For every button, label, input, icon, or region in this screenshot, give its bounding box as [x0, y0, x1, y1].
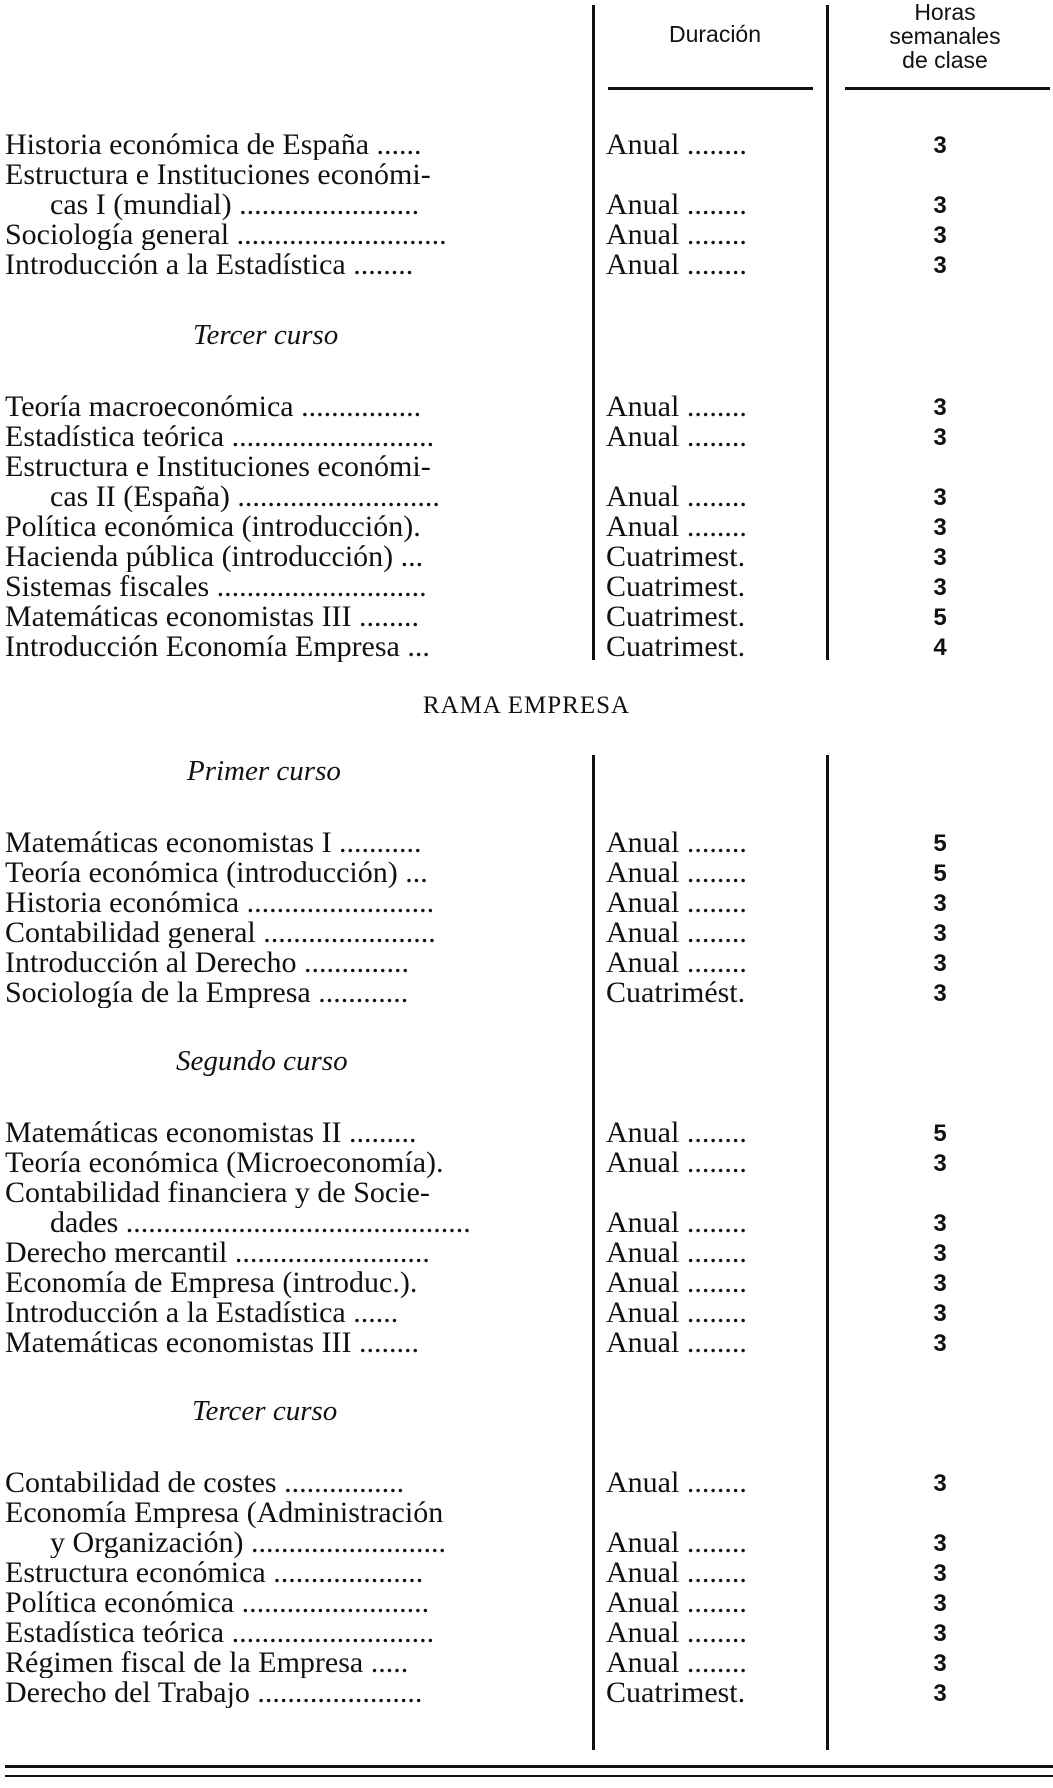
table-row: [0, 888, 1053, 918]
table-row: [0, 1268, 1053, 1298]
hours: 5: [933, 830, 947, 857]
hours: 3: [933, 222, 947, 249]
duration: Anual ........: [606, 828, 747, 858]
hours: 3: [933, 1300, 947, 1327]
hours-header-line-1: Horas: [914, 0, 976, 25]
subject: Economía Empresa (Administración: [5, 1498, 444, 1528]
section-title-tercer-curso: Tercer curso: [193, 319, 339, 351]
hours-header-line-3: de clase: [902, 47, 988, 73]
subject: Estructura e Instituciones económi-: [5, 452, 431, 482]
duration: Anual ........: [606, 392, 747, 422]
table-row: [0, 1528, 1053, 1558]
duration-header: Duración: [668, 21, 762, 47]
hours: 3: [933, 1590, 947, 1617]
table-row: [0, 1208, 1053, 1238]
subject: dades ..............................................: [50, 1208, 471, 1238]
duration: Cuatrimest.: [606, 542, 746, 572]
duration: Anual ........: [606, 130, 747, 160]
hours-header: [845, 0, 1045, 72]
table-row: [0, 392, 1053, 422]
subject: Contabilidad de costes ................: [5, 1468, 405, 1498]
hours: 3: [933, 1620, 947, 1647]
duration: Cuatrimest.: [606, 1678, 746, 1708]
section-heading-rama-empresa: RAMA EMPRESA: [422, 692, 631, 719]
duration: Anual ........: [606, 1588, 747, 1618]
subject: cas II (España) ...........................: [50, 482, 440, 512]
hours: 4: [933, 634, 947, 661]
duration: Anual ........: [606, 422, 747, 452]
duration: Anual ........: [606, 888, 747, 918]
table-row: [0, 572, 1053, 602]
table-row: [0, 452, 1053, 482]
table-row: [0, 542, 1053, 572]
header-rule-duration: [608, 87, 813, 90]
hours: 3: [933, 1330, 947, 1357]
table-row: [0, 1588, 1053, 1618]
duration: Anual ........: [606, 1468, 747, 1498]
table-row: [0, 1678, 1053, 1708]
hours: 3: [933, 394, 947, 421]
subject: Régimen fiscal de la Empresa .....: [5, 1648, 409, 1678]
subject: Matemáticas economistas III ........: [5, 602, 420, 632]
table-row: [0, 1118, 1053, 1148]
subject: Estadística teórica ...........................: [5, 1618, 435, 1648]
hours: 3: [933, 1680, 947, 1707]
hours: 3: [933, 920, 947, 947]
table-row: [0, 190, 1053, 220]
duration: Anual ........: [606, 1298, 747, 1328]
table-row: [0, 1498, 1053, 1528]
table-row: [0, 1468, 1053, 1498]
subject: Sociología general ............................: [5, 220, 447, 250]
table-row: [0, 1148, 1053, 1178]
hours: 3: [933, 424, 947, 451]
header-rule-hours: [845, 87, 1050, 90]
duration: Anual ........: [606, 1148, 747, 1178]
table-row: [0, 1298, 1053, 1328]
table-row: [0, 250, 1053, 280]
table-row: [0, 512, 1053, 542]
subject: Estructura económica ....................: [5, 1558, 424, 1588]
table-row: [0, 602, 1053, 632]
hours: 5: [933, 860, 947, 887]
duration: Anual ........: [606, 250, 747, 280]
section-title-segundo-curso: Segundo curso: [176, 1045, 348, 1077]
duration: Cuatrimest.: [606, 572, 746, 602]
bottom-rule-bottom: [5, 1775, 1053, 1777]
subject: Contabilidad financiera y de Socie-: [5, 1178, 430, 1208]
duration: Anual ........: [606, 190, 747, 220]
table-row: [0, 1618, 1053, 1648]
duration: Cuatrimest.: [606, 602, 746, 632]
table-row: [0, 918, 1053, 948]
subject: Estadística teórica ...........................: [5, 422, 435, 452]
subject: Historia económica .........................: [5, 888, 435, 918]
subject: Política económica .........................: [5, 1588, 430, 1618]
subject: Derecho del Trabajo ......................: [5, 1678, 423, 1708]
subject: Introducción Economía Empresa ...: [5, 632, 430, 662]
section-title-primer-curso: Primer curso: [187, 755, 341, 787]
hours: 5: [933, 1120, 947, 1147]
hours: 3: [933, 1240, 947, 1267]
duration: Cuatrimest.: [606, 632, 746, 662]
subject: Sistemas fiscales ............................: [5, 572, 427, 602]
duration: Anual ........: [606, 1528, 747, 1558]
duration: Anual ........: [606, 1238, 747, 1268]
table-row: [0, 1238, 1053, 1268]
subject: Historia económica de España ......: [5, 130, 422, 160]
table-row: [0, 828, 1053, 858]
hours: 3: [933, 252, 947, 279]
hours: 3: [933, 1560, 947, 1587]
duration: Cuatrimést.: [606, 978, 746, 1008]
duration: Anual ........: [606, 1618, 747, 1648]
hours: 3: [933, 1470, 947, 1497]
hours: 3: [933, 544, 947, 571]
hours: 3: [933, 1150, 947, 1177]
subject: Contabilidad general .......................: [5, 918, 436, 948]
subject: Estructura e Instituciones económi-: [5, 160, 431, 190]
subject: Teoría económica (Microeconomía).: [5, 1148, 444, 1178]
duration: Anual ........: [606, 1268, 747, 1298]
subject: Teoría económica (introducción) ...: [5, 858, 428, 888]
duration: Anual ........: [606, 1118, 747, 1148]
table-row: [0, 130, 1053, 160]
hours: 3: [933, 574, 947, 601]
table-row: [0, 1178, 1053, 1208]
subject: Introducción al Derecho ..............: [5, 948, 410, 978]
duration: Anual ........: [606, 1328, 747, 1358]
section-title-tercer-curso-empresa: Tercer curso: [192, 1395, 338, 1427]
bottom-rule-top: [5, 1765, 1053, 1768]
duration: Anual ........: [606, 1648, 747, 1678]
subject: Sociología de la Empresa ............: [5, 978, 409, 1008]
subject: Introducción a la Estadística ........: [5, 250, 414, 280]
hours: 3: [933, 514, 947, 541]
table-row: [0, 220, 1053, 250]
subject: Derecho mercantil ..........................: [5, 1238, 430, 1268]
subject: Matemáticas economistas I ...........: [5, 828, 422, 858]
hours: 3: [933, 132, 947, 159]
subject: Política económica (introducción).: [5, 512, 421, 542]
duration: Anual ........: [606, 512, 747, 542]
hours-header-line-2: semanales: [889, 23, 1001, 49]
subject: Matemáticas economistas II .........: [5, 1118, 417, 1148]
subject: Introducción a la Estadística ......: [5, 1298, 399, 1328]
duration: Anual ........: [606, 1558, 747, 1588]
hours: 3: [933, 1270, 947, 1297]
duration: Anual ........: [606, 948, 747, 978]
table-row: [0, 858, 1053, 888]
table-row: [0, 422, 1053, 452]
hours: 3: [933, 1650, 947, 1677]
table-row: [0, 978, 1053, 1008]
duration: Anual ........: [606, 1208, 747, 1238]
subject: y Organización) ..........................: [50, 1528, 447, 1558]
duration: Anual ........: [606, 918, 747, 948]
duration: Anual ........: [606, 220, 747, 250]
hours: 3: [933, 192, 947, 219]
table-row: [0, 632, 1053, 662]
hours: 3: [933, 484, 947, 511]
subject: cas I (mundial) ........................: [50, 190, 420, 220]
table-row: [0, 1648, 1053, 1678]
table-row: [0, 948, 1053, 978]
hours: 3: [933, 950, 947, 977]
hours: 3: [933, 890, 947, 917]
hours: 3: [933, 980, 947, 1007]
subject: Economía de Empresa (introduc.).: [5, 1268, 418, 1298]
table-row: [0, 1558, 1053, 1588]
table-row: [0, 160, 1053, 190]
duration: Anual ........: [606, 482, 747, 512]
hours: 3: [933, 1210, 947, 1237]
table-row: [0, 1328, 1053, 1358]
hours: 3: [933, 1530, 947, 1557]
subject: Teoría macroeconómica ................: [5, 392, 422, 422]
duration: Anual ........: [606, 858, 747, 888]
subject: Hacienda pública (introducción) ...: [5, 542, 424, 572]
hours: 5: [933, 604, 947, 631]
table-row: [0, 482, 1053, 512]
subject: Matemáticas economistas III ........: [5, 1328, 420, 1358]
